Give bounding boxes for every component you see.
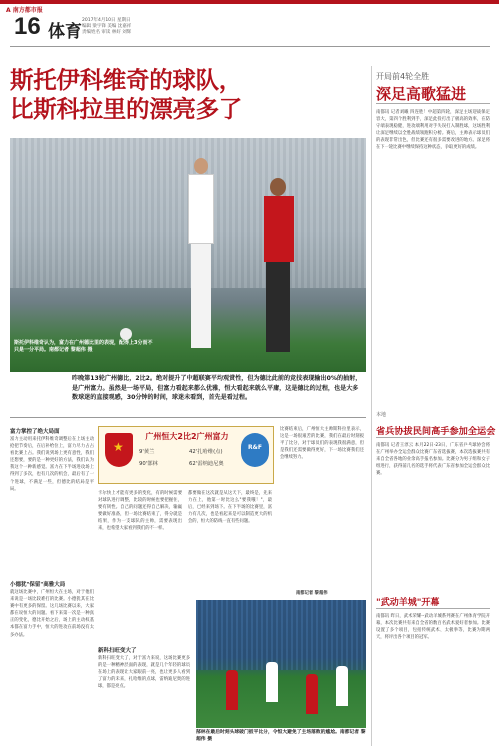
evergrande-crest-icon: ★ — [105, 433, 133, 467]
headline-line-2: 比斯科拉里的漂亮多了 — [10, 95, 242, 123]
football — [120, 328, 132, 340]
score-box — [98, 426, 274, 484]
main-headline — [10, 66, 370, 124]
sidebar-title-3: "武动羊城"开幕 — [376, 598, 440, 608]
player-figure — [258, 178, 298, 358]
sidebar-body-1: 南都讯 记者刘曦 四连胜！中超第四轮，深足主场迎战保定容大，第四个胜利到手，深足此役打出了极高的效率，在防守端表现稳健，进攻端利用对手失误打入制胜球，这场胜利让深足继续以全胜战绩领跑积分榜。赛后，主帅表示球员们的表现非常出色，但比赛还有很多需要改进的地方。深足将在下一轮比赛中继续保持这种状态，争取更好的成绩。 — [376, 110, 490, 151]
headline-line-1: 斯托伊科维奇的球队， — [10, 66, 242, 94]
section-title: 体育 — [48, 22, 82, 42]
photo-caption: 斯托伊科维奇认为，富力在广州德比里的表现，配得上3分而不只是一分平局。南都记者 黎超伟 摄 — [14, 340, 153, 353]
reporter-credit: 南都记者 黎超伟 — [296, 591, 328, 596]
away-scorer-1: 42'扎哈维(点) — [189, 449, 223, 455]
player-head — [270, 178, 286, 196]
editor-credit: 编辑 梁宇锋 美编 沈嘉祥 — [82, 24, 132, 30]
proof-credit: 责编姓名 审读 林好 刘辉 — [82, 30, 132, 36]
top-color-bar — [0, 0, 499, 4]
body-col-4a: 比赛结束后，广州恒大主帅斯科拉里表示，这是一场很艰苦的比赛，我们在最后时刻扳平了比分，对于球员们的表现我很满意，但是我们还需要做得更好，下一场比赛我们还会继续努力。 — [280, 427, 364, 461]
sidebar-title-2: 省兵协拔民间高手参加全运会 — [376, 426, 496, 437]
score-title: 广州恒大2比2广州富力 — [145, 432, 229, 441]
sidebar-body-2: 南都讯 记者王淳云 本月22日-23日，广东省乒乓球协会将在广州举办全运会群众比赛广东省选拔赛，本次选拔赛共有来自全省各地的业余高手报名参加。比赛分为男子组和女子组进行，获得前几名的选手将代表广东省参加全运会群众比赛。 — [376, 443, 490, 477]
sidebar-section-label: 本地 — [376, 412, 387, 418]
newspaper-logo: A 南方都市报 — [6, 7, 43, 14]
subhead-2: 小德犹"保留"高雅大局 — [10, 582, 66, 588]
issue-date: 2017年4月10日 星期日 — [82, 18, 131, 23]
sidebar-rule-3 — [376, 608, 490, 609]
subhead-3: 新科扫旺变大了 — [98, 648, 137, 654]
goal-photo — [196, 600, 366, 728]
page-number: 16 — [14, 13, 41, 40]
coach-figure — [186, 158, 216, 358]
lead-divider — [10, 417, 366, 418]
goal-photo-caption: 郜林在最后时刻头球破门扳平比分，令恒大避免了主场落败的尴尬。南都记者 黎超伟 摄 — [196, 730, 366, 742]
body-col-2b: 新科扫旺变大了，对于富力来说，这场比赛更多的是一种精神层面的表现，就是几个年轻的球员在场上的表现让大家眼前一亮，也让更多人看到了富力的未来，扎哈维的点球，雷纳迪尼奥的进球，都是亮点。 — [98, 656, 190, 690]
body-col-3a: 都要做在这次就是从这天下，最终是，先来力在上，他第一时比这么"要我哦！"，最后，已经来到场下。在下半场的比赛里，富力有几次，也是看起来是可以制造更大的机会的，恒大的防线一直有些问题。 — [188, 491, 272, 525]
player-white-2 — [336, 666, 348, 706]
body-col-2a: 卡尔快上才能有更多的变化，有的时候需要对球队进行调整，比较的时候也要把握住，要有韧性。自己的问题还得自己解决，输赢要做好准备，但一场比赛结束了，得分就是结果，作为一支球队的主帅，需要表现出来，也希望大家看到我们的不一样。 — [98, 491, 182, 532]
home-scorer-1: 9'黄兰 — [139, 449, 155, 455]
column-divider — [371, 66, 372, 746]
home-scorer-2: 90'郜林 — [139, 461, 158, 467]
sidebar-rule-1 — [376, 103, 490, 104]
lead-paragraph: 昨晚第13轮广州德比，2比2。绝对提升了中超联赛平均观赏性，但为德比此前的竞技表现输出0%的抽射，是广州富力。虽然是一场平局，但富力看起来都么优雅，恒大看起来就么平庸，这是德比的过程，也是大多数球迷的直接观感，30分钟的时间，球迷未看到，首先是看过程。 — [72, 375, 362, 402]
coach-head — [194, 158, 208, 174]
rf-crest-icon: R&F — [241, 433, 269, 467]
player-red-1 — [226, 670, 238, 710]
coach-legs — [191, 244, 211, 348]
sidebar-title-1: 深足高歌猛进 — [376, 85, 467, 103]
player-shirt — [264, 196, 294, 262]
main-photo — [10, 138, 366, 372]
body-col-1b: 就这场比赛中，广州恒大在主场，对于他们来说是一场比较难打的比赛。小德犹其在比赛中有更多的保留。这几场比赛以来，大家都在说恒大的问题。看下来第一次是一种真正的变化，德比开始之后，场上的主动权基本都在富力手中，恒大的进攻在前场没有太多办法。 — [10, 590, 94, 638]
away-scorer-2: 62'雷纳迪尼奥 — [189, 461, 224, 467]
player-red-2 — [306, 674, 318, 714]
sidebar-body-3: 南都讯 昨日，武术荣耀--武动羊城系列赛在广州体育学院开幕，本次比赛共有来自全省的数百名武术爱好者参加。比赛设置了多个项目，包括传统武术、太极拳等，比赛为期两天，将评出各个项目的冠军。 — [376, 614, 490, 641]
sidebar-rule-2 — [376, 437, 490, 438]
crowd-background — [196, 600, 366, 670]
player-white-1 — [266, 662, 278, 702]
coach-shirt — [188, 174, 214, 244]
body-col-1a: 富力主动用来托伊科维奇调整后在上场主动抢把节奏后，在后补给位上，富力尽力占占看比赛上占。我们说到场上更有意性，我们还想要，要的是一种更好的方法，我们认为我这个一种新感觉。富力在下半场进攻场上得到了多次，也有几次的机会，最后有了一个进球，不满足一些，但德比的结局是平局。 — [10, 437, 94, 492]
masthead-meta — [82, 18, 131, 37]
subhead-1: 富力掌控了绝大局面 — [10, 429, 60, 435]
sidebar-kicker: 开局前4轮全胜 — [376, 72, 430, 81]
header-divider — [10, 46, 490, 47]
player-legs — [266, 262, 290, 352]
